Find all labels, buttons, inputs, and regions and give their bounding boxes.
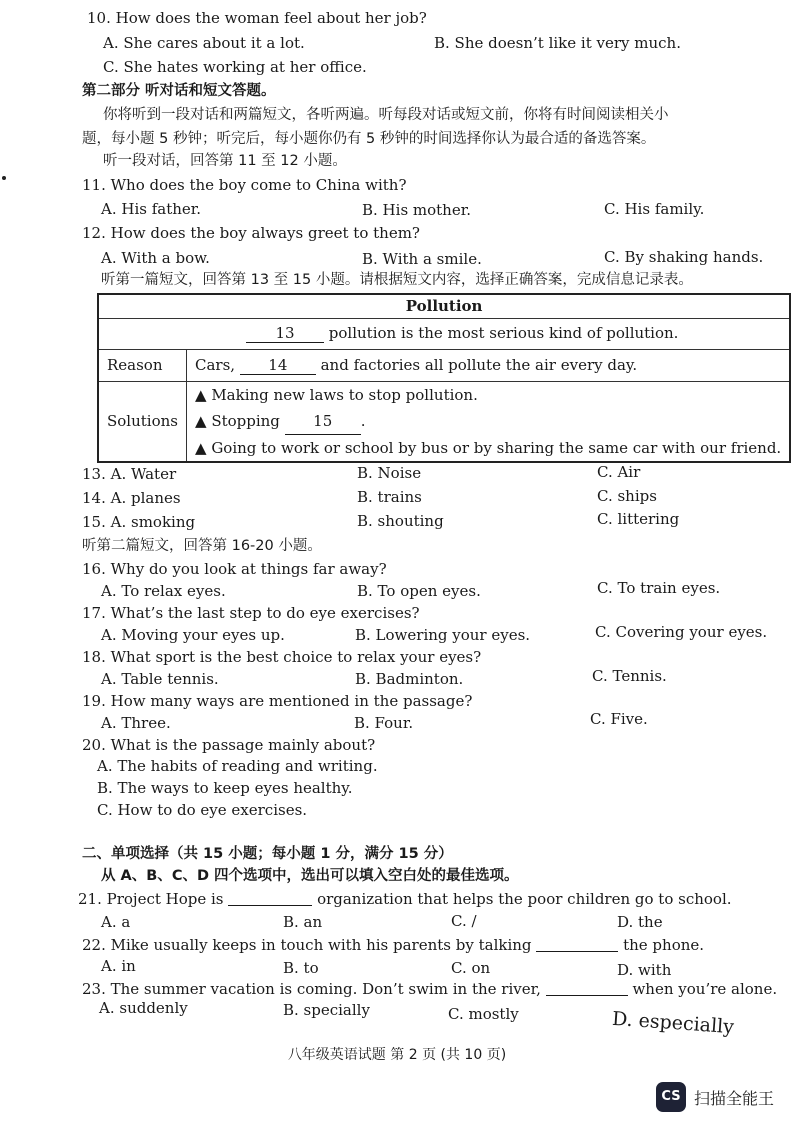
passage1-instruction: 听第一篇短文，回答第 13 至 15 小题。请根据短文内容，选择正确答案，完成信息记录表。: [101, 272, 693, 288]
page-footer: 八年级英语试题 第 2 页 (共 10 页): [287, 1047, 507, 1063]
q15-option-a: 15. A. smoking: [82, 513, 196, 531]
q22-option-a: A. in: [101, 957, 136, 975]
q22-blank: [536, 937, 618, 952]
q22-text-pre: 22. Mike usually keeps in touch with his parents by talking: [82, 936, 532, 954]
q17-option-b: B. Lowering your eyes.: [355, 626, 531, 644]
q10-option-a: A. She cares about it a lot.: [103, 34, 305, 52]
camscanner-watermark-text: 扫描全能王: [694, 1089, 775, 1108]
section2-title: 二、单项选择（共 15 小题；每小题 1 分，满分 15 分）: [82, 846, 453, 862]
q12-question: 12. How does the boy always greet to them?: [82, 224, 420, 242]
q18-option-a: A. Table tennis.: [101, 670, 219, 688]
q17-option-a: A. Moving your eyes up.: [101, 626, 285, 644]
q23-option-c: C. mostly: [448, 1005, 519, 1023]
q16-option-b: B. To open eyes.: [357, 582, 481, 600]
triangle-icon: ▲: [194, 385, 207, 404]
triangle-icon: ▲: [194, 411, 207, 430]
solution-1-text: Making new laws to stop pollution.: [211, 385, 478, 404]
row1-text: pollution is the most serious kind of pollution.: [328, 324, 679, 342]
q18-option-b: B. Badminton.: [355, 670, 464, 688]
q11-question: 11. Who does the boy come to China with?: [82, 176, 407, 194]
q22-option-d: D. with: [617, 961, 672, 979]
reason-post: and factories all pollute the air every day.: [320, 355, 638, 374]
q21-text-pre: 21. Project Hope is: [78, 890, 224, 908]
q20-option-c: C. How to do eye exercises.: [97, 801, 308, 819]
dialog-instruction: 听一段对话，回答第 11 至 12 小题。: [103, 153, 347, 169]
solution-2: ▲ Stopping 15 .: [195, 408, 781, 435]
passage2-instruction: 听第二篇短文，回答第 16-20 小题。: [82, 538, 322, 554]
q15-option-b: B. shouting: [357, 512, 444, 530]
solution-1: [195, 382, 781, 408]
solution-2-text: Stopping: [211, 411, 280, 430]
q11-option-c: C. His family.: [604, 200, 705, 218]
q16-question: 16. Why do you look at things far away?: [82, 560, 387, 578]
triangle-icon: ▲: [194, 438, 207, 457]
q21-option-a: A. a: [101, 913, 131, 931]
table-title: Pollution: [98, 294, 790, 318]
reason-pre: Cars,: [194, 355, 236, 374]
q16-option-c: C. To train eyes.: [597, 579, 721, 597]
q21-option-c: C. /: [451, 912, 477, 930]
reason-label: Reason: [98, 349, 186, 381]
q18-question: 18. What sport is the best choice to relax your eyes?: [82, 648, 482, 666]
q22-question: [82, 936, 704, 954]
q21-blank: [228, 891, 312, 906]
camscanner-logo-icon: CS: [656, 1082, 686, 1112]
q11-option-a: A. His father.: [101, 200, 202, 218]
q14-option-a: 14. A. planes: [82, 489, 181, 507]
q20-option-a: A. The habits of reading and writing.: [97, 757, 378, 775]
q17-question: 17. What’s the last step to do eye exercises?: [82, 604, 420, 622]
q13-option-a: 13. A. Water: [82, 465, 177, 483]
q23-text-pre: 23. The summer vacation is coming. Don’t swim in the river,: [82, 980, 541, 998]
q12-option-a: A. With a bow.: [101, 249, 210, 267]
q13-option-c: C. Air: [597, 463, 641, 481]
q21-text-post: organization that helps the poor children go to school.: [317, 890, 732, 908]
q10-question: 10. How does the woman feel about her job?: [87, 9, 427, 27]
q22-option-c: C. on: [451, 959, 491, 977]
q11-option-b: B. His mother.: [362, 201, 472, 219]
q13-option-b: B. Noise: [357, 464, 422, 482]
q20-option-b: B. The ways to keep eyes healthy.: [97, 779, 353, 797]
q21-option-b: B. an: [283, 913, 323, 931]
q23-text-post: when you’re alone.: [632, 980, 778, 998]
q23-option-b: B. specially: [283, 1001, 370, 1019]
pollution-info-table: [97, 293, 791, 463]
part2-instruction-line2: 题，每小题 5 秒钟；听完后，每小题你仍有 5 秒钟的时间选择你认为最合适的备选答案。: [82, 131, 656, 147]
q19-option-a: A. Three.: [101, 714, 171, 732]
q19-question: 19. How many ways are mentioned in the passage?: [82, 692, 473, 710]
part2-instruction-line1: 你将听到一段对话和两篇短文，各听两遍。听每段对话或短文前，你将有时间阅读相关小: [103, 107, 669, 123]
q20-question: 20. What is the passage mainly about?: [82, 736, 376, 754]
q22-text-post: the phone.: [623, 936, 705, 954]
blank-13: 13: [246, 324, 324, 343]
q23-blank: [546, 981, 628, 996]
part2-title: 第二部分 听对话和短文答题。: [82, 83, 276, 99]
q21-question: [78, 890, 732, 908]
q14-option-b: B. trains: [357, 488, 422, 506]
q12-option-c: C. By shaking hands.: [604, 248, 764, 266]
solutions-label: Solutions: [98, 381, 186, 462]
q10-option-b: B. She doesn’t like it very much.: [434, 34, 681, 52]
blank-14: 14: [240, 356, 316, 375]
scan-speck: [2, 176, 6, 180]
q16-option-a: A. To relax eyes.: [101, 582, 226, 600]
q18-option-c: C. Tennis.: [592, 667, 667, 685]
q14-option-c: C. ships: [597, 487, 657, 505]
q10-option-c: C. She hates working at her office.: [103, 58, 367, 76]
blank-15: 15: [285, 408, 361, 435]
q23-option-d: D. especially: [611, 1007, 735, 1039]
solutions-cell: [186, 381, 790, 462]
solution-3: [195, 435, 781, 461]
q19-option-b: B. Four.: [354, 714, 414, 732]
q21-option-d: D. the: [617, 913, 663, 931]
reason-cell: [186, 349, 790, 381]
table-row-pollution-kind: [98, 318, 790, 349]
q17-option-c: C. Covering your eyes.: [595, 623, 768, 641]
q15-option-c: C. littering: [597, 510, 680, 528]
q22-option-b: B. to: [283, 959, 319, 977]
solution-3-text: Going to work or school by bus or by sharing the same car with our friend.: [211, 438, 782, 457]
q23-question: [82, 980, 777, 998]
section2-instruction: 从 A、B、C、D 四个选项中，选出可以填入空白处的最佳选项。: [101, 868, 519, 884]
q19-option-c: C. Five.: [590, 710, 648, 728]
q12-option-b: B. With a smile.: [362, 250, 482, 268]
q23-option-a: A. suddenly: [99, 999, 188, 1017]
